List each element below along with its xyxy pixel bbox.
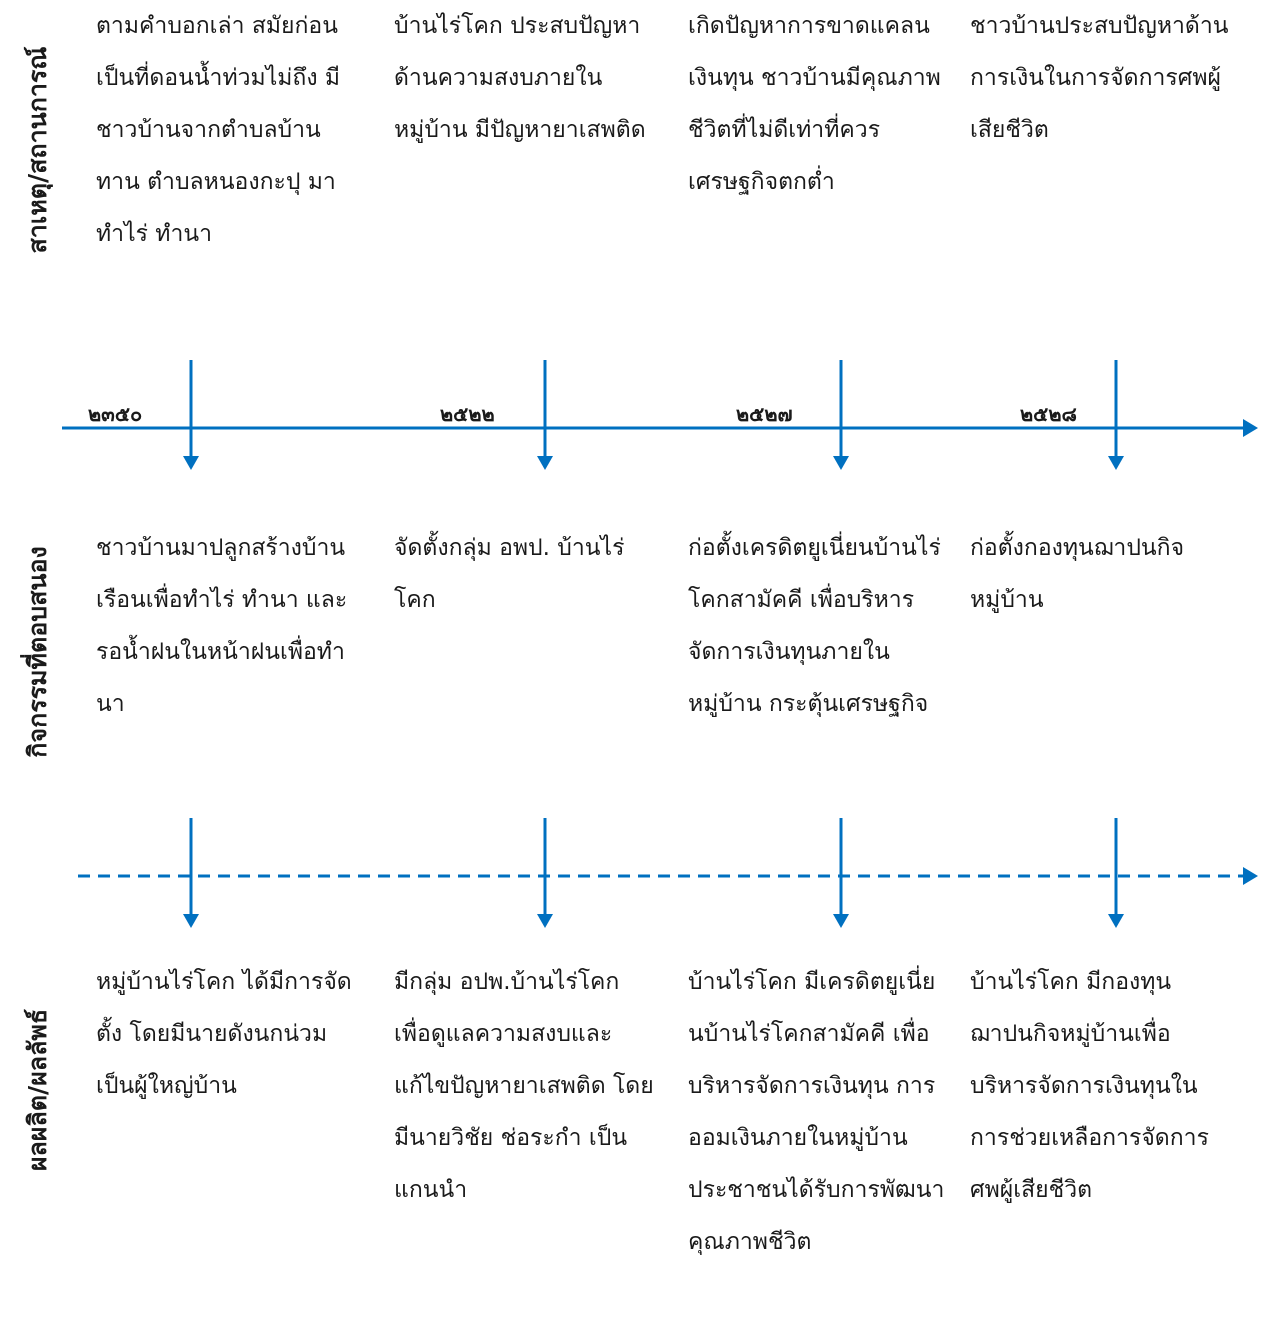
cause-cell: ตามคำบอกเล่า สมัยก่อนเป็นที่ดอนน้ำท่วมไม่ถึง มีชาวบ้านจากตำบลบ้านทาน ตำบลหนองกะปุ มาทำไร่ ทำนา <box>96 13 341 247</box>
year-label: ๒๕๒๗ <box>736 402 793 426</box>
lower-arrows <box>183 818 1124 928</box>
activity-cell: ก่อตั้งกองทุนฌาปนกิจหมู่บ้าน <box>970 535 1185 613</box>
row-label-causes: สาเหตุ/สถานการณ์ <box>23 46 52 254</box>
activity-cell: ชาวบ้านมาปลูกสร้างบ้านเรือนเพื่อทำไร่ ทำนา และรอน้ำฝนในหน้าฝนเพื่อทำนา <box>96 535 348 717</box>
outcome-cell: หมู่บ้านไร่โคก ได้มีการจัดตั้ง โดยมีนายดังนกน่วม เป็นผู้ใหญ่บ้าน <box>96 969 352 1099</box>
activity-cell: ก่อตั้งเครดิตยูเนี่ยนบ้านไร่โคกสามัคคี เพื่อบริหารจัดการเงินทุนภายในหมู่บ้าน กระตุ้นเศรษฐกิจ <box>688 535 941 717</box>
cause-cell: ชาวบ้านประสบปัญหาด้านการเงินในการจัดการศพผู้เสียชีวิต <box>970 13 1229 143</box>
row-label-activities: กิจกรรมที่ตอบสนอง <box>23 546 52 758</box>
cause-cell: เกิดปัญหาการขาดแคลนเงินทุน ชาวบ้านมีคุณภาพชีวิตที่ไม่ดีเท่าที่ควร เศรษฐกิจตกต่ำ <box>688 13 941 195</box>
outcome-cell: บ้านไร่โคก มีกองทุนฌาปนกิจหมู่บ้านเพื่อบริหารจัดการเงินทุนในการช่วยเหลือการจัดการศพผู้เสียชีวิต <box>970 969 1209 1203</box>
year-label: ๒๕๒๒ <box>440 402 495 426</box>
year-label: ๒๕๒๘ <box>1020 402 1077 426</box>
cause-cell: บ้านไร่โคก ประสบปัญหาด้านความสงบภายในหมู่บ้าน มีปัญหายาเสพติด <box>394 13 646 143</box>
activity-cell: จัดตั้งกลุ่ม อพป. บ้านไร่โคก <box>394 535 625 613</box>
row-label-outcomes: ผลผลิต/ผลลัพธ์ <box>23 1008 52 1172</box>
upper-arrows <box>183 360 1124 470</box>
timeline-dashed-arrowhead <box>1243 867 1258 885</box>
outcome-cell: บ้านไร่โคก มีเครดิตยูเนี่ยนบ้านไร่โคกสามัคคี เพื่อบริหารจัดการเงินทุน การออมเงินภายในหมู่บ้าน ประชาชนได้รับการพัฒนาคุณภาพชีวิต <box>688 969 945 1255</box>
outcome-cell: มีกลุ่ม อปพ.บ้านไร่โคกเพื่อดูแลความสงบและแก้ไขปัญหายาเสพติด โดยมีนายวิชัย ช่อระกำ เป็นแกนนำ <box>394 969 654 1203</box>
year-label: ๒๓๕๐ <box>88 402 143 426</box>
timeline-solid-arrowhead <box>1243 419 1258 437</box>
